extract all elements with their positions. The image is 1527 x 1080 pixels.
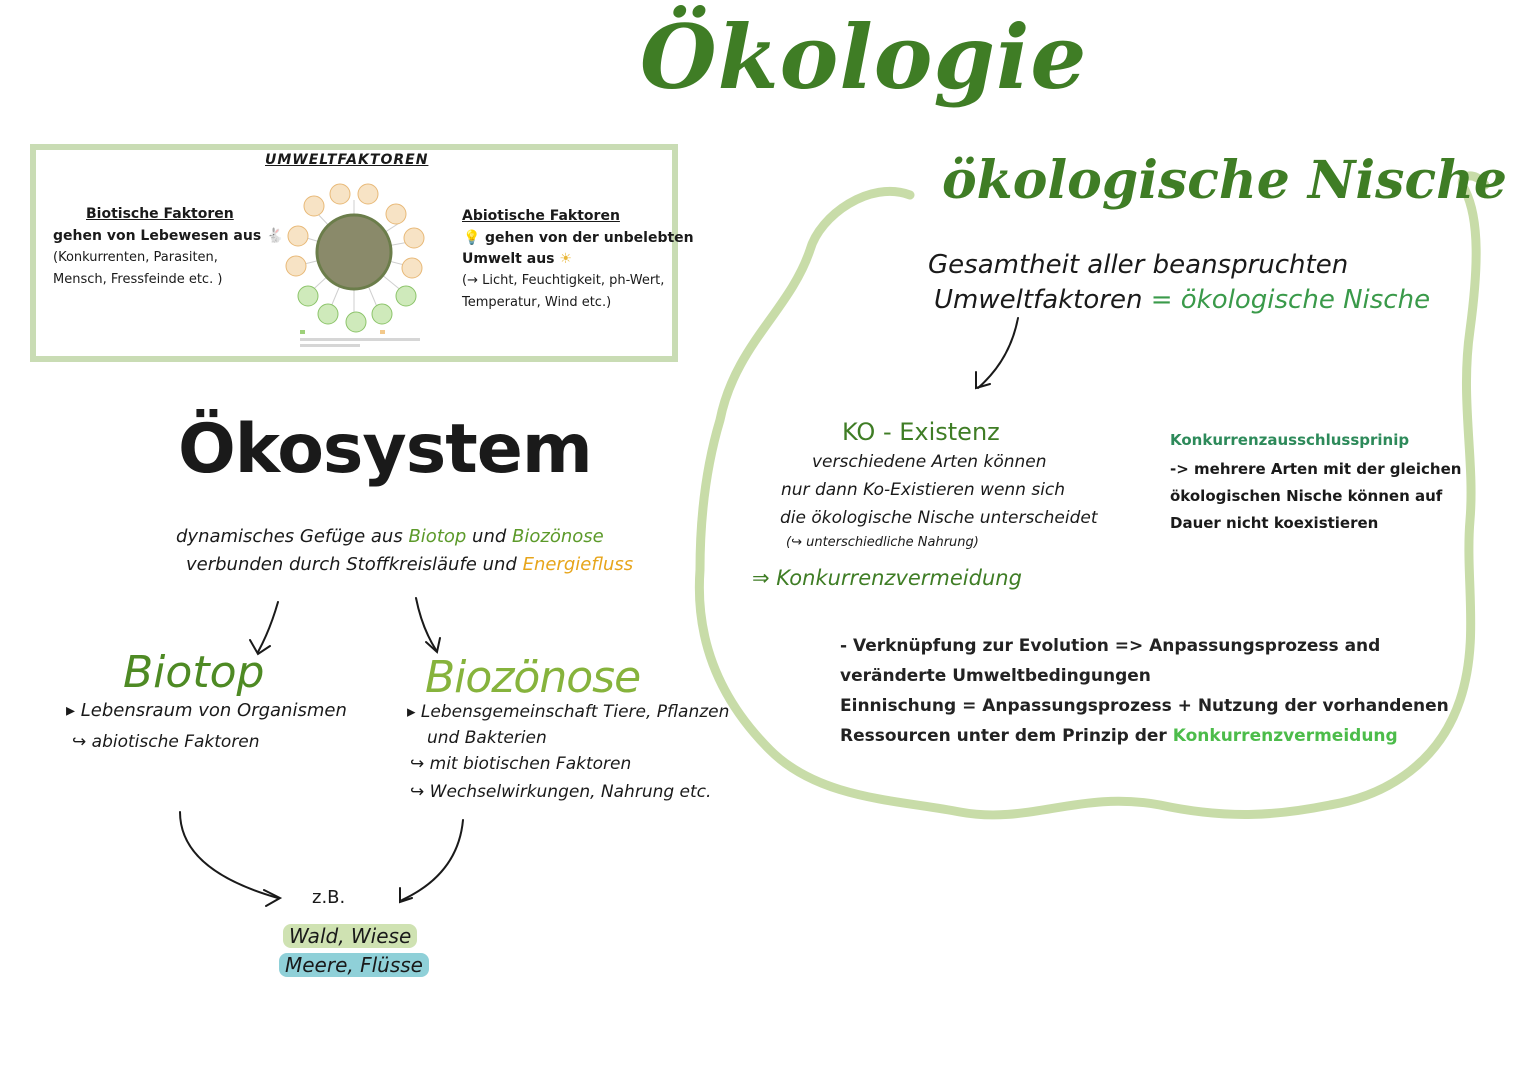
energiefluss-word: Energiefluss [522,554,634,575]
beispiel-wald-wiese: Wald, Wiese [283,924,417,948]
nische-definition-1: Gesamtheit aller beanspruchten [928,250,1349,280]
koexistenz-line-2: nur dann Ko-Existieren wenn sich [781,480,1066,500]
biozoenose-line-4: ↪ Wechselwirkungen, Nahrung etc. [410,782,712,802]
biozoenose-line-2: und Bakterien [427,728,547,748]
konkurrenzausschluss-line-1: -> mehrere Arten mit der gleichen [1170,460,1462,478]
curve-biotop-zb [180,812,278,898]
evolution-line-2: veränderte Umweltbedingungen [840,666,1151,686]
page-title: Ökologie [640,5,1088,109]
abiotische-examples-2: Temperatur, Wind etc.) [462,295,612,310]
oekosystem-title: Ökosystem [178,410,592,489]
evolution-line-1: - Verknüpfung zur Evolution => Anpassungsprozess and [840,636,1381,656]
biozoenose-title: Biozönose [425,652,641,703]
konkurrenzvermeidung-highlight: Konkurrenzvermeidung [1172,726,1398,746]
bulb-icon: 💡 [463,230,481,246]
konkurrenzausschluss-line-3: Dauer nicht koexistieren [1170,514,1379,532]
sun-icon: ☀ [559,251,572,267]
def-prefix: dynamisches Gefüge aus [176,526,403,547]
biozoenose-line-1: ▸ Lebensgemeinschaft Tiere, Pflanzen [407,702,730,722]
koexistenz-line-4: (↪ unterschiedliche Nahrung) [786,535,979,550]
konkurrenzausschluss-title: Konkurrenzausschlussprinip [1170,431,1410,449]
evolution-line-4 [840,726,1398,746]
evolution-line-4-prefix: Ressourcen unter dem Prinzip der [840,726,1167,746]
abiotische-text-2: Umwelt aus [462,251,555,267]
biotop-title: Biotop [123,647,265,698]
nische-def2-equation: = ökologische Nische [1150,285,1431,315]
biotop-line-2: ↪ abiotische Faktoren [72,732,260,752]
evolution-line-3: Einnischung = Anpassungsprozess + Nutzung der vorhandenen [840,696,1449,716]
nische-definition-2 [934,285,1430,315]
arrow-nische-ko [978,318,1018,388]
biozoenose-line-3: ↪ mit biotischen Faktoren [410,754,632,774]
def2-prefix: verbunden durch Stoffkreisläufe und [186,554,517,575]
koexistenz-line-3: die ökologische Nische unterscheidet [780,508,1098,528]
biozoenose-word: Biozönose [512,526,604,547]
koexistenz-title: KO - Existenz [842,418,1000,446]
curve-biozoenose-zb [402,820,463,900]
koexistenz-line-1: verschiedene Arten können [812,452,1047,472]
arrow-nische-ko-head [976,372,990,388]
arrow-to-biotop [258,602,278,652]
biotische-examples-2: Mensch, Fressfeinde etc. ) [53,272,223,287]
abiotische-examples-1: (→ Licht, Feuchtigkeit, ph-Wert, [462,273,665,288]
umweltfaktoren-title: UMWELTFAKTOREN [265,152,429,168]
nische-title: ökologische Nische [942,150,1507,211]
abiotische-text-1: gehen von der unbelebten [485,230,694,246]
biotop-word: Biotop [408,526,467,547]
biotop-line-1: ▸ Lebensraum von Organismen [66,700,347,721]
koexistenz-conclusion: ⇒ Konkurrenzvermeidung [752,566,1022,590]
beispiel-meere-fluesse: Meere, Flüsse [279,953,429,977]
rabbit-icon: 🐇 [266,228,284,244]
und-word: und [472,526,507,547]
nische-def2-prefix: Umweltfaktoren [934,285,1143,315]
abiotische-heading: Abiotische Faktoren [462,208,620,224]
biotische-examples-1: (Konkurrenten, Parasiten, [53,250,218,265]
biotische-text: gehen von Lebewesen aus [53,228,262,244]
konkurrenzausschluss-line-2: ökologischen Nische können auf [1170,487,1443,505]
beispiel-label: z.B. [312,887,346,908]
biotische-heading: Biotische Faktoren [86,206,234,222]
